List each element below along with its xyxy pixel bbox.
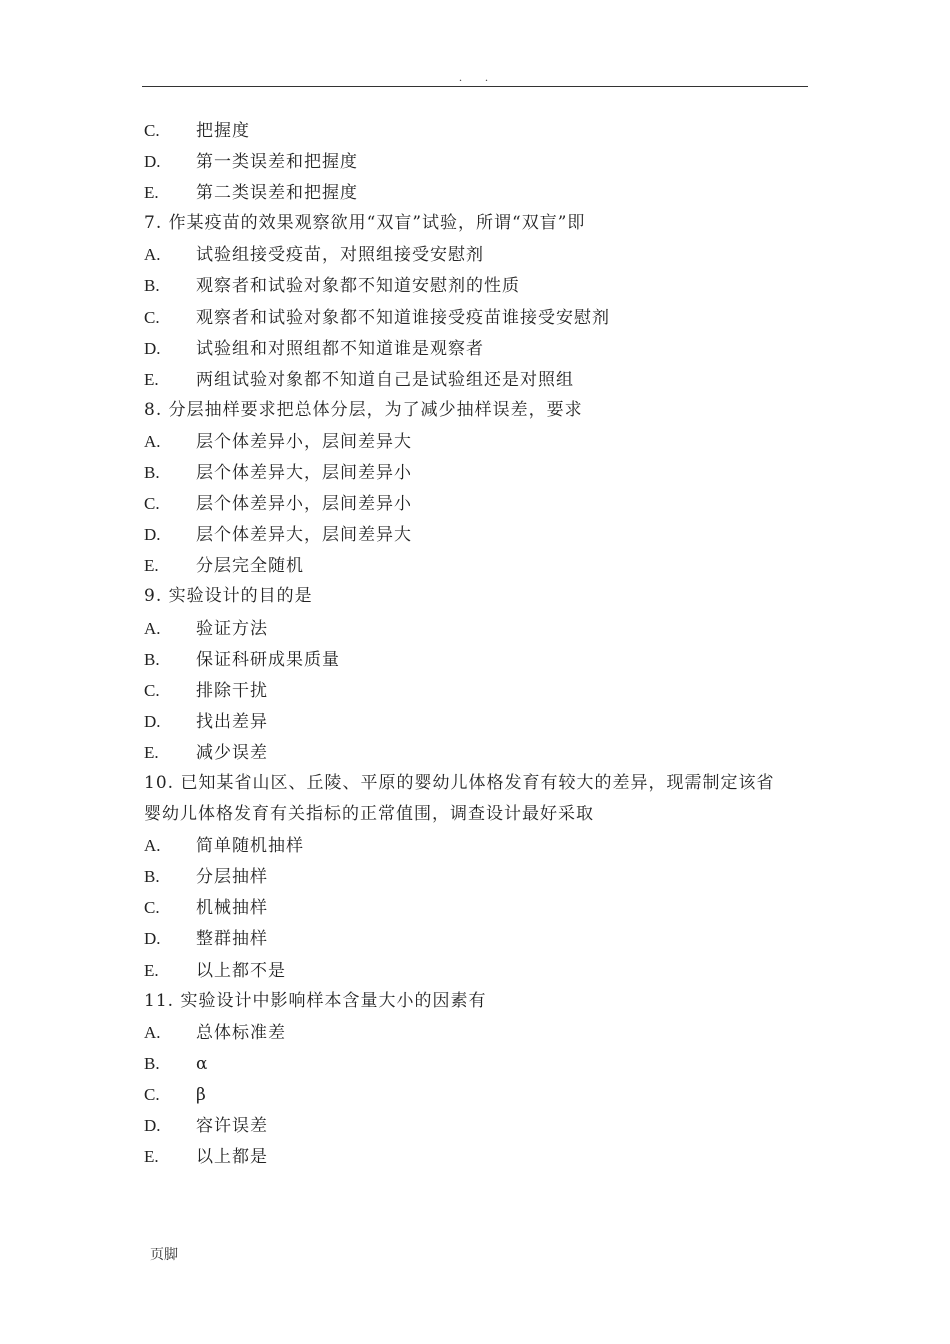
option-line xyxy=(144,302,810,333)
option-letter: A. xyxy=(144,618,161,638)
option-line xyxy=(144,457,810,488)
option-letter: C. xyxy=(144,898,160,918)
option-line xyxy=(144,270,810,301)
option-text: 减少误差 xyxy=(196,742,268,763)
question-text: 7. 作某疫苗的效果观察欲用“双盲”试验，所谓“双盲”即 xyxy=(144,213,586,234)
question-content xyxy=(144,115,810,1172)
page-footer: 页脚 xyxy=(150,1247,178,1263)
option-text: 排除干扰 xyxy=(196,680,268,701)
option-letter: E. xyxy=(144,369,159,389)
option-letter: A. xyxy=(144,245,161,265)
option-text: 把握度 xyxy=(196,121,250,141)
option-line xyxy=(144,1079,810,1110)
option-line xyxy=(144,364,810,395)
option-text: 第一类误差和把握度 xyxy=(196,152,358,173)
option-line xyxy=(144,1048,810,1079)
option-letter: C. xyxy=(144,1084,160,1104)
option-letter: A. xyxy=(144,431,161,451)
question-text: 婴幼儿体格发育有关指标的正常值围，调查设计最好采取 xyxy=(144,804,594,825)
option-text: 层个体差异小，层间差异大 xyxy=(196,431,412,452)
option-letter: E. xyxy=(144,183,159,203)
option-text: 分层完全随机 xyxy=(196,556,304,577)
option-line xyxy=(144,115,810,146)
option-text: 两组试验对象都不知道自己是试验组还是对照组 xyxy=(196,369,574,390)
option-line xyxy=(144,644,810,675)
option-letter: D. xyxy=(144,338,161,358)
option-letter: A. xyxy=(144,836,161,856)
option-line xyxy=(144,923,810,954)
option-text: 总体标准差 xyxy=(196,1022,286,1043)
option-text: 分层抽样 xyxy=(196,867,268,888)
option-line xyxy=(144,519,810,550)
option-letter: B. xyxy=(144,867,160,887)
option-line xyxy=(144,1017,810,1048)
option-text: β xyxy=(196,1084,207,1105)
option-line xyxy=(144,830,810,861)
option-text: 观察者和试验对象都不知道谁接受疫苗谁接受安慰剂 xyxy=(196,307,610,328)
option-line xyxy=(144,737,810,768)
option-line xyxy=(144,239,810,270)
option-line xyxy=(144,146,810,177)
option-letter: D. xyxy=(144,1116,161,1135)
option-letter: C. xyxy=(144,494,160,514)
option-letter: D. xyxy=(144,929,161,949)
option-text: 层个体差异大，层间差异小 xyxy=(196,463,412,484)
option-text: 整群抽样 xyxy=(196,929,268,950)
option-line xyxy=(144,333,810,364)
option-line xyxy=(144,550,810,581)
option-text: 观察者和试验对象都不知道安慰剂的性质 xyxy=(196,276,520,297)
option-letter: E. xyxy=(144,1147,159,1167)
option-text: 容许误差 xyxy=(196,1116,268,1136)
option-text: 找出差异 xyxy=(196,711,268,732)
question-text: 8. 分层抽样要求把总体分层，为了减少抽样误差，要求 xyxy=(144,399,583,420)
option-line xyxy=(144,1110,810,1141)
option-letter: B. xyxy=(144,276,160,296)
option-line xyxy=(144,1141,810,1172)
option-line xyxy=(144,892,810,923)
option-line xyxy=(144,706,810,737)
option-text: 保证科研成果质量 xyxy=(196,649,340,670)
option-line xyxy=(144,861,810,892)
option-line xyxy=(144,613,810,644)
option-letter: A. xyxy=(144,1022,161,1042)
option-text: 试验组接受疫苗，对照组接受安慰剂 xyxy=(196,245,484,266)
option-line xyxy=(144,177,810,208)
option-text: 以上都不是 xyxy=(196,960,286,981)
option-text: 第二类误差和把握度 xyxy=(196,183,358,204)
option-letter: E. xyxy=(144,742,159,762)
option-letter: D. xyxy=(144,711,161,731)
option-letter: B. xyxy=(144,1053,160,1073)
option-line xyxy=(144,426,810,457)
header-rule xyxy=(142,86,808,87)
option-letter: B. xyxy=(144,463,160,483)
question-text: 9. 实验设计的目的是 xyxy=(144,586,313,607)
option-text: α xyxy=(196,1053,209,1074)
option-letter: B. xyxy=(144,649,160,669)
option-text: 以上都是 xyxy=(196,1147,268,1168)
option-letter: C. xyxy=(144,121,160,140)
option-text: 层个体差异大，层间差异大 xyxy=(196,525,412,546)
option-line xyxy=(144,488,810,519)
option-text: 验证方法 xyxy=(196,618,268,639)
header-dots: . . xyxy=(459,70,498,84)
option-letter: C. xyxy=(144,680,160,700)
option-line xyxy=(144,955,810,986)
option-text: 简单随机抽样 xyxy=(196,836,304,857)
option-letter: D. xyxy=(144,525,161,545)
question-text: 10. 已知某省山区、丘陵、平原的婴幼儿体格发育有较大的差异，现需制定该省 xyxy=(144,772,775,793)
option-text: 机械抽样 xyxy=(196,898,268,919)
option-text: 试验组和对照组都不知道谁是观察者 xyxy=(196,338,484,359)
option-letter: D. xyxy=(144,152,161,172)
option-line xyxy=(144,675,810,706)
option-letter: C. xyxy=(144,307,160,327)
option-text: 层个体差异小，层间差异小 xyxy=(196,494,412,515)
option-letter: E. xyxy=(144,556,159,576)
question-text: 11. 实验设计中影响样本含量大小的因素有 xyxy=(144,990,487,1011)
option-letter: E. xyxy=(144,960,159,980)
